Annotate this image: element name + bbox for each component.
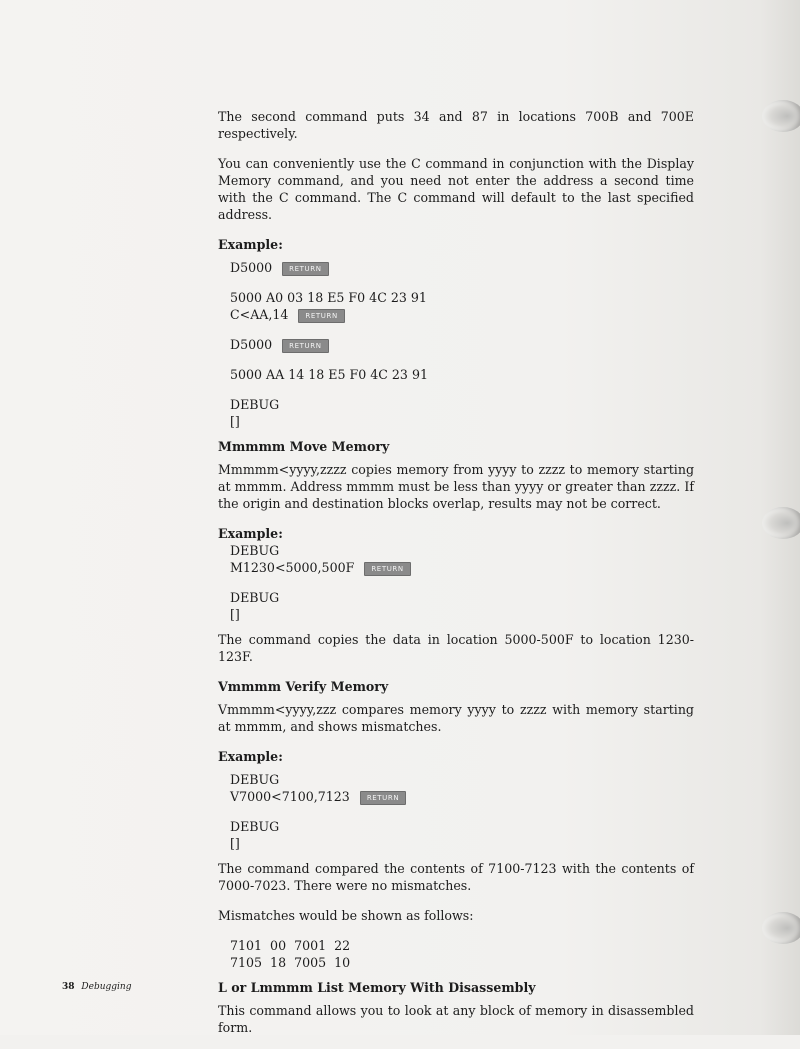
code-line: [] xyxy=(230,607,240,622)
code-line: DEBUG xyxy=(230,543,280,558)
section-heading-list: L or Lmmmm List Memory With Disassembly xyxy=(218,980,536,995)
return-key: RETURN xyxy=(282,262,328,276)
binder-hole xyxy=(762,912,800,944)
code-text: V7000<7100,7123 xyxy=(230,789,350,804)
code-line: DEBUG xyxy=(230,590,280,605)
paragraph-verify-result: The command compared the contents of 7100-7123 with the contents of 7000-7023. There were no mismatches. xyxy=(218,861,694,893)
example-heading: Example: xyxy=(218,237,283,252)
code-text: C<AA,14 xyxy=(230,307,289,322)
code-line xyxy=(230,306,694,323)
paragraph-intro: The second command puts 34 and 87 in locations 700B and 700E respectively. xyxy=(218,109,694,141)
binder-hole xyxy=(762,507,800,539)
code-line: DEBUG xyxy=(230,819,280,834)
code-text: D5000 xyxy=(230,337,273,352)
mismatch-row: 7105 18 7005 10 xyxy=(230,955,351,970)
binder-hole xyxy=(762,100,800,132)
example-block-change xyxy=(230,259,694,430)
section-heading-move: Mmmmm Move Memory xyxy=(218,439,390,454)
code-line xyxy=(230,559,694,576)
code-line: DEBUG xyxy=(230,772,280,787)
example-heading: Example: xyxy=(218,526,283,541)
example-heading: Example: xyxy=(218,749,283,764)
code-line: 5000 AA 14 18 E5 F0 4C 23 91 xyxy=(230,367,428,382)
code-line: [] xyxy=(230,414,240,429)
mismatch-row: 7101 00 7001 22 xyxy=(230,938,351,953)
code-line xyxy=(230,336,694,353)
paragraph-mismatch-intro: Mismatches would be shown as follows: xyxy=(218,908,474,923)
footer-section-title: Debugging xyxy=(81,982,132,992)
return-key: RETURN xyxy=(282,339,328,353)
paragraph-c-command: You can conveniently use the C command in conjunction with the Display Memory command, and you need not enter the address a second time with the C command. The C command will default to the last specified address. xyxy=(218,156,694,222)
example-block-move xyxy=(230,542,694,623)
mismatch-table xyxy=(230,937,694,971)
code-line: [] xyxy=(230,836,240,851)
page-content xyxy=(218,108,694,1049)
paragraph-move-result: The command copies the data in location 5000-500F to location 1230-123F. xyxy=(218,632,694,664)
code-line xyxy=(230,259,694,276)
paragraph-verify: Vmmmm<yyyy,zzz compares memory yyyy to zzzz with memory starting at mmmm, and shows mismatches. xyxy=(218,702,694,734)
code-line: 5000 A0 03 18 E5 F0 4C 23 91 xyxy=(230,290,427,305)
code-line: DEBUG xyxy=(230,397,280,412)
code-text: M1230<5000,500F xyxy=(230,560,355,575)
code-text: D5000 xyxy=(230,260,273,275)
code-line xyxy=(230,788,694,805)
paragraph-move: Mmmmm<yyyy,zzzz copies memory from yyyy to zzzz to memory starting at mmmm. Address mmmm must be less than yyyy or greater than zzzz. If the origin and destination blocks overlap, results may not be correct. xyxy=(218,462,694,511)
section-heading-verify: Vmmmm Verify Memory xyxy=(218,679,389,694)
page-number: 38 xyxy=(62,982,75,992)
return-key: RETURN xyxy=(364,562,410,576)
example-block-verify xyxy=(230,771,694,852)
page-footer xyxy=(62,982,131,992)
paragraph-list: This command allows you to look at any block of memory in disassembled form. xyxy=(218,1003,694,1035)
return-key: RETURN xyxy=(360,791,406,805)
return-key: RETURN xyxy=(298,309,344,323)
